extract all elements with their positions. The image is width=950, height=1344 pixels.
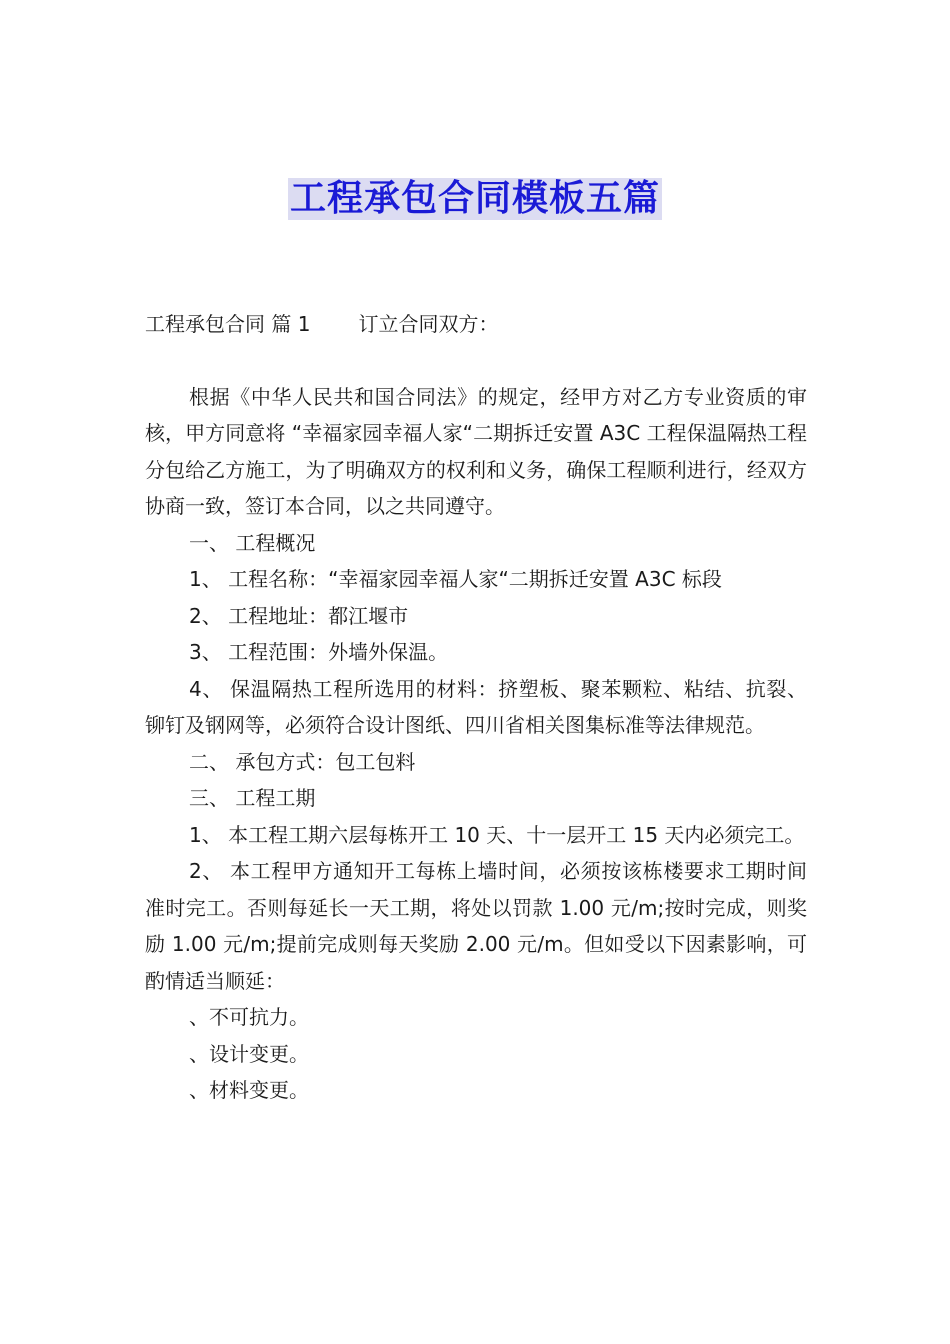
contract-parties-label: 订立合同双方：	[358, 312, 499, 336]
contract-number: 工程承包合同 篇 1	[145, 312, 311, 336]
section-contract-mode: 二、 承包方式：包工包料	[189, 749, 416, 774]
document-body	[145, 306, 807, 1109]
section-overview: 一、 工程概况	[189, 530, 316, 555]
section-heading	[145, 306, 807, 343]
item-project-address: 2、 工程地址：都江堰市	[189, 603, 409, 628]
list-item-force-majeure: 、不可抗力。	[189, 1005, 309, 1029]
item-schedule-duration: 1、 本工程工期六层每栋开工 10 天、十一层开工 15 天内必须完工。	[189, 822, 805, 847]
title-container	[0, 178, 950, 220]
item-schedule-penalty: 2、 本工程甲方通知开工每栋上墙时间，必须按该栋楼要求工期时间准时完工。否则每延长一天工期，将处以罚款 1.00 元/m;按时完成，则奖励 1.00 元/m;提前完成则每天奖励 2.00 元/m。但如受以下因素影响，可酌情适当顺延：	[145, 859, 807, 993]
item-project-scope: 3、 工程范围：外墙外保温。	[189, 640, 449, 664]
item-materials: 4、 保温隔热工程所选用的材料：挤塑板、聚苯颗粒、粘结、抗裂、铆钉及钢网等，必须符合设计图纸、四川省相关图集标准等法律规范。	[145, 676, 807, 737]
item-project-name: 1、 工程名称：“幸福家园幸福人家“二期拆迁安置 A3C 标段	[189, 567, 722, 591]
list-item-design-change: 、设计变更。	[189, 1041, 309, 1066]
paragraph-intro: 根据《中华人民共和国合同法》的规定，经甲方对乙方专业资质的审核，甲方同意将 “幸福家园幸福人家“二期拆迁安置 A3C 工程保温隔热工程分包给乙方施工，为了明确双方的权利和义务，确保工程顺利进行，经双方协商一致，签订本合同，以之共同遵守。	[145, 384, 807, 518]
list-item-material-change: 、材料变更。	[189, 1078, 309, 1102]
section-schedule: 三、 工程工期	[189, 786, 316, 810]
document-title: 工程承包合同模板五篇	[289, 178, 660, 219]
